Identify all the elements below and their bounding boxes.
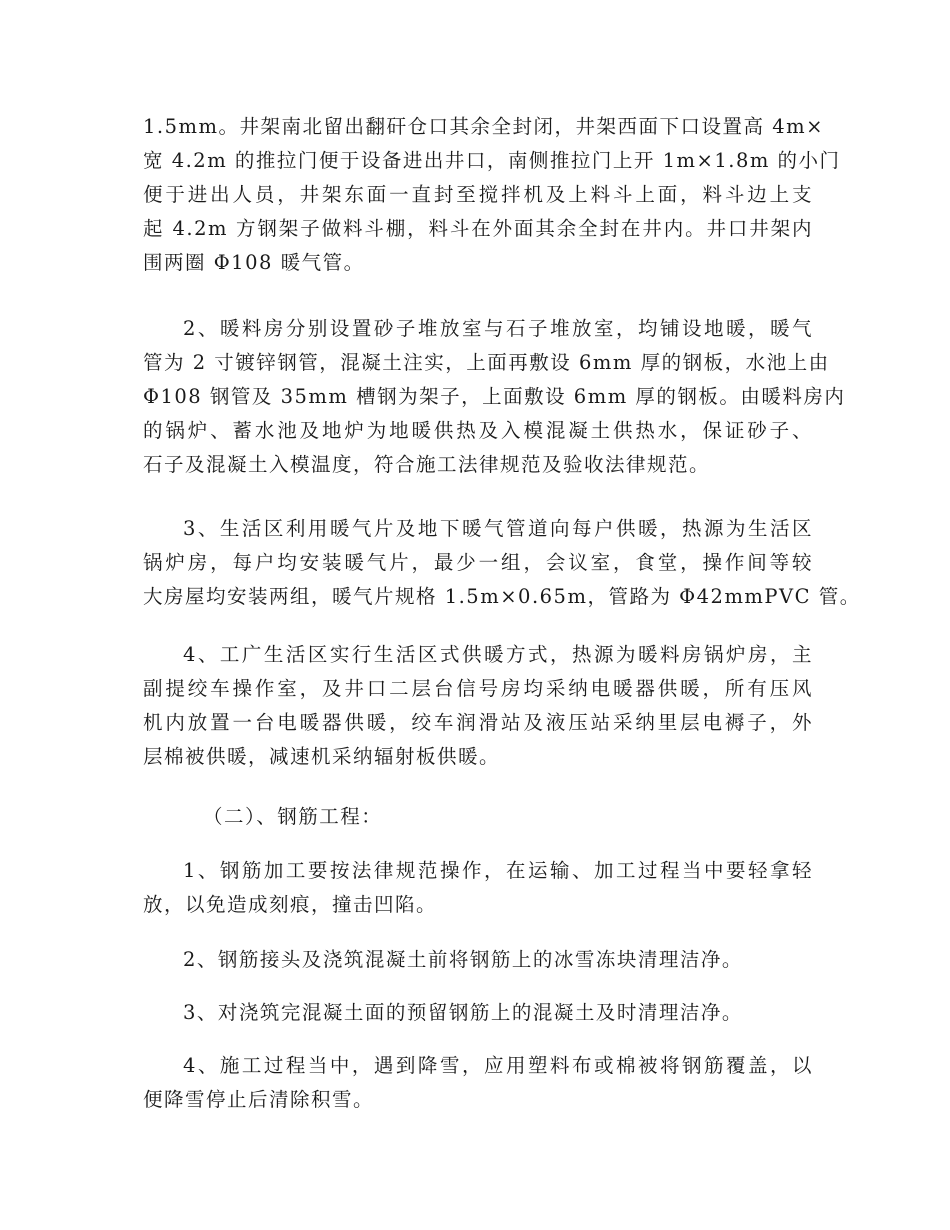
text-line: 2、暖料房分别设置砂子堆放室与石子堆放室，均铺设地暖，暖气 bbox=[183, 317, 813, 340]
text-line: 围两圈 Φ108 暖气管。 bbox=[143, 251, 365, 274]
section-heading-text: （二）、钢筋工程： bbox=[203, 805, 383, 828]
text-line: 管为 2 寸镀锌钢管，混凝土注实，上面再敷设 6mm 厚的钢板，水池上由 bbox=[143, 351, 830, 374]
text-line: Φ108 钢管及 35mm 槽钢为架子，上面敷设 6mm 厚的钢板。由暖料房内 bbox=[143, 385, 846, 408]
text-line: 石子及混凝土入模温度，符合施工法律规范及验收法律规范。 bbox=[143, 453, 711, 476]
text-line: 层棉被供暖，减速机采纳辐射板供暖。 bbox=[143, 745, 501, 768]
text-line: 3、生活区利用暖气片及地下暖气管道向每户供暖，热源为生活区 bbox=[183, 517, 813, 540]
text-line: 1.5mm。井架南北留出翻矸仓口其余全封闭，井架西面下口设置高 4m× bbox=[143, 115, 824, 138]
paragraph-rebar-1 bbox=[143, 854, 813, 922]
text-line: 大房屋均安装两组，暖气片规格 1.5m×0.65m，管路为 Φ42mmPVC 管。 bbox=[143, 585, 861, 608]
text-line: 起 4.2m 方钢架子做料斗棚，料斗在外面其余全封在井内。井口井架内 bbox=[143, 217, 813, 240]
text-line: 4、工广生活区实行生活区式供暖方式，热源为暖料房锅炉房，主 bbox=[183, 643, 813, 666]
paragraph-rebar-3 bbox=[143, 996, 813, 1030]
paragraph-4 bbox=[143, 638, 813, 774]
paragraph-rebar-4 bbox=[143, 1049, 813, 1117]
text-line: 3、对浇筑完混凝土面的预留钢筋上的混凝土及时清理洁净。 bbox=[183, 1001, 743, 1024]
section-heading bbox=[143, 800, 813, 834]
paragraph-2 bbox=[143, 312, 846, 482]
text-line: 副提绞车操作室，及井口二层台信号房均采纳电暖器供暖，所有压风 bbox=[143, 677, 813, 700]
paragraph-rebar-2 bbox=[143, 943, 813, 977]
text-line: 1、钢筋加工要按法律规范操作，在运输、加工过程当中要轻拿轻 bbox=[183, 859, 813, 882]
text-line: 2、钢筋接头及浇筑混凝土前将钢筋上的冰雪冻块清理洁净。 bbox=[183, 948, 743, 971]
text-line: 放，以免造成刻痕，撞击凹陷。 bbox=[143, 893, 438, 916]
text-line: 宽 4.2m 的推拉门便于设备进出井口，南侧推拉门上开 1m×1.8m 的小门 bbox=[143, 149, 841, 172]
text-line: 便于进出人员，井架东面一直封至搅拌机及上料斗上面，料斗边上支 bbox=[143, 183, 813, 206]
text-line: 4、施工过程当中，遇到降雪，应用塑料布或棉被将钢筋覆盖，以 bbox=[183, 1054, 813, 1077]
text-line: 便降雪停止后清除积雪。 bbox=[143, 1088, 375, 1111]
text-line: 机内放置一台电暖器供暖，绞车润滑站及液压站采纳里层电褥子，外 bbox=[143, 711, 813, 734]
text-line: 的锅炉、蓄水池及地炉为地暖供热及入模混凝土供热水，保证砂子、 bbox=[143, 419, 813, 442]
text-line: 锅炉房，每户均安装暖气片，最少一组，会议室，食堂，操作间等较 bbox=[143, 551, 813, 574]
paragraph-continuation bbox=[143, 110, 841, 280]
paragraph-3 bbox=[143, 512, 861, 614]
